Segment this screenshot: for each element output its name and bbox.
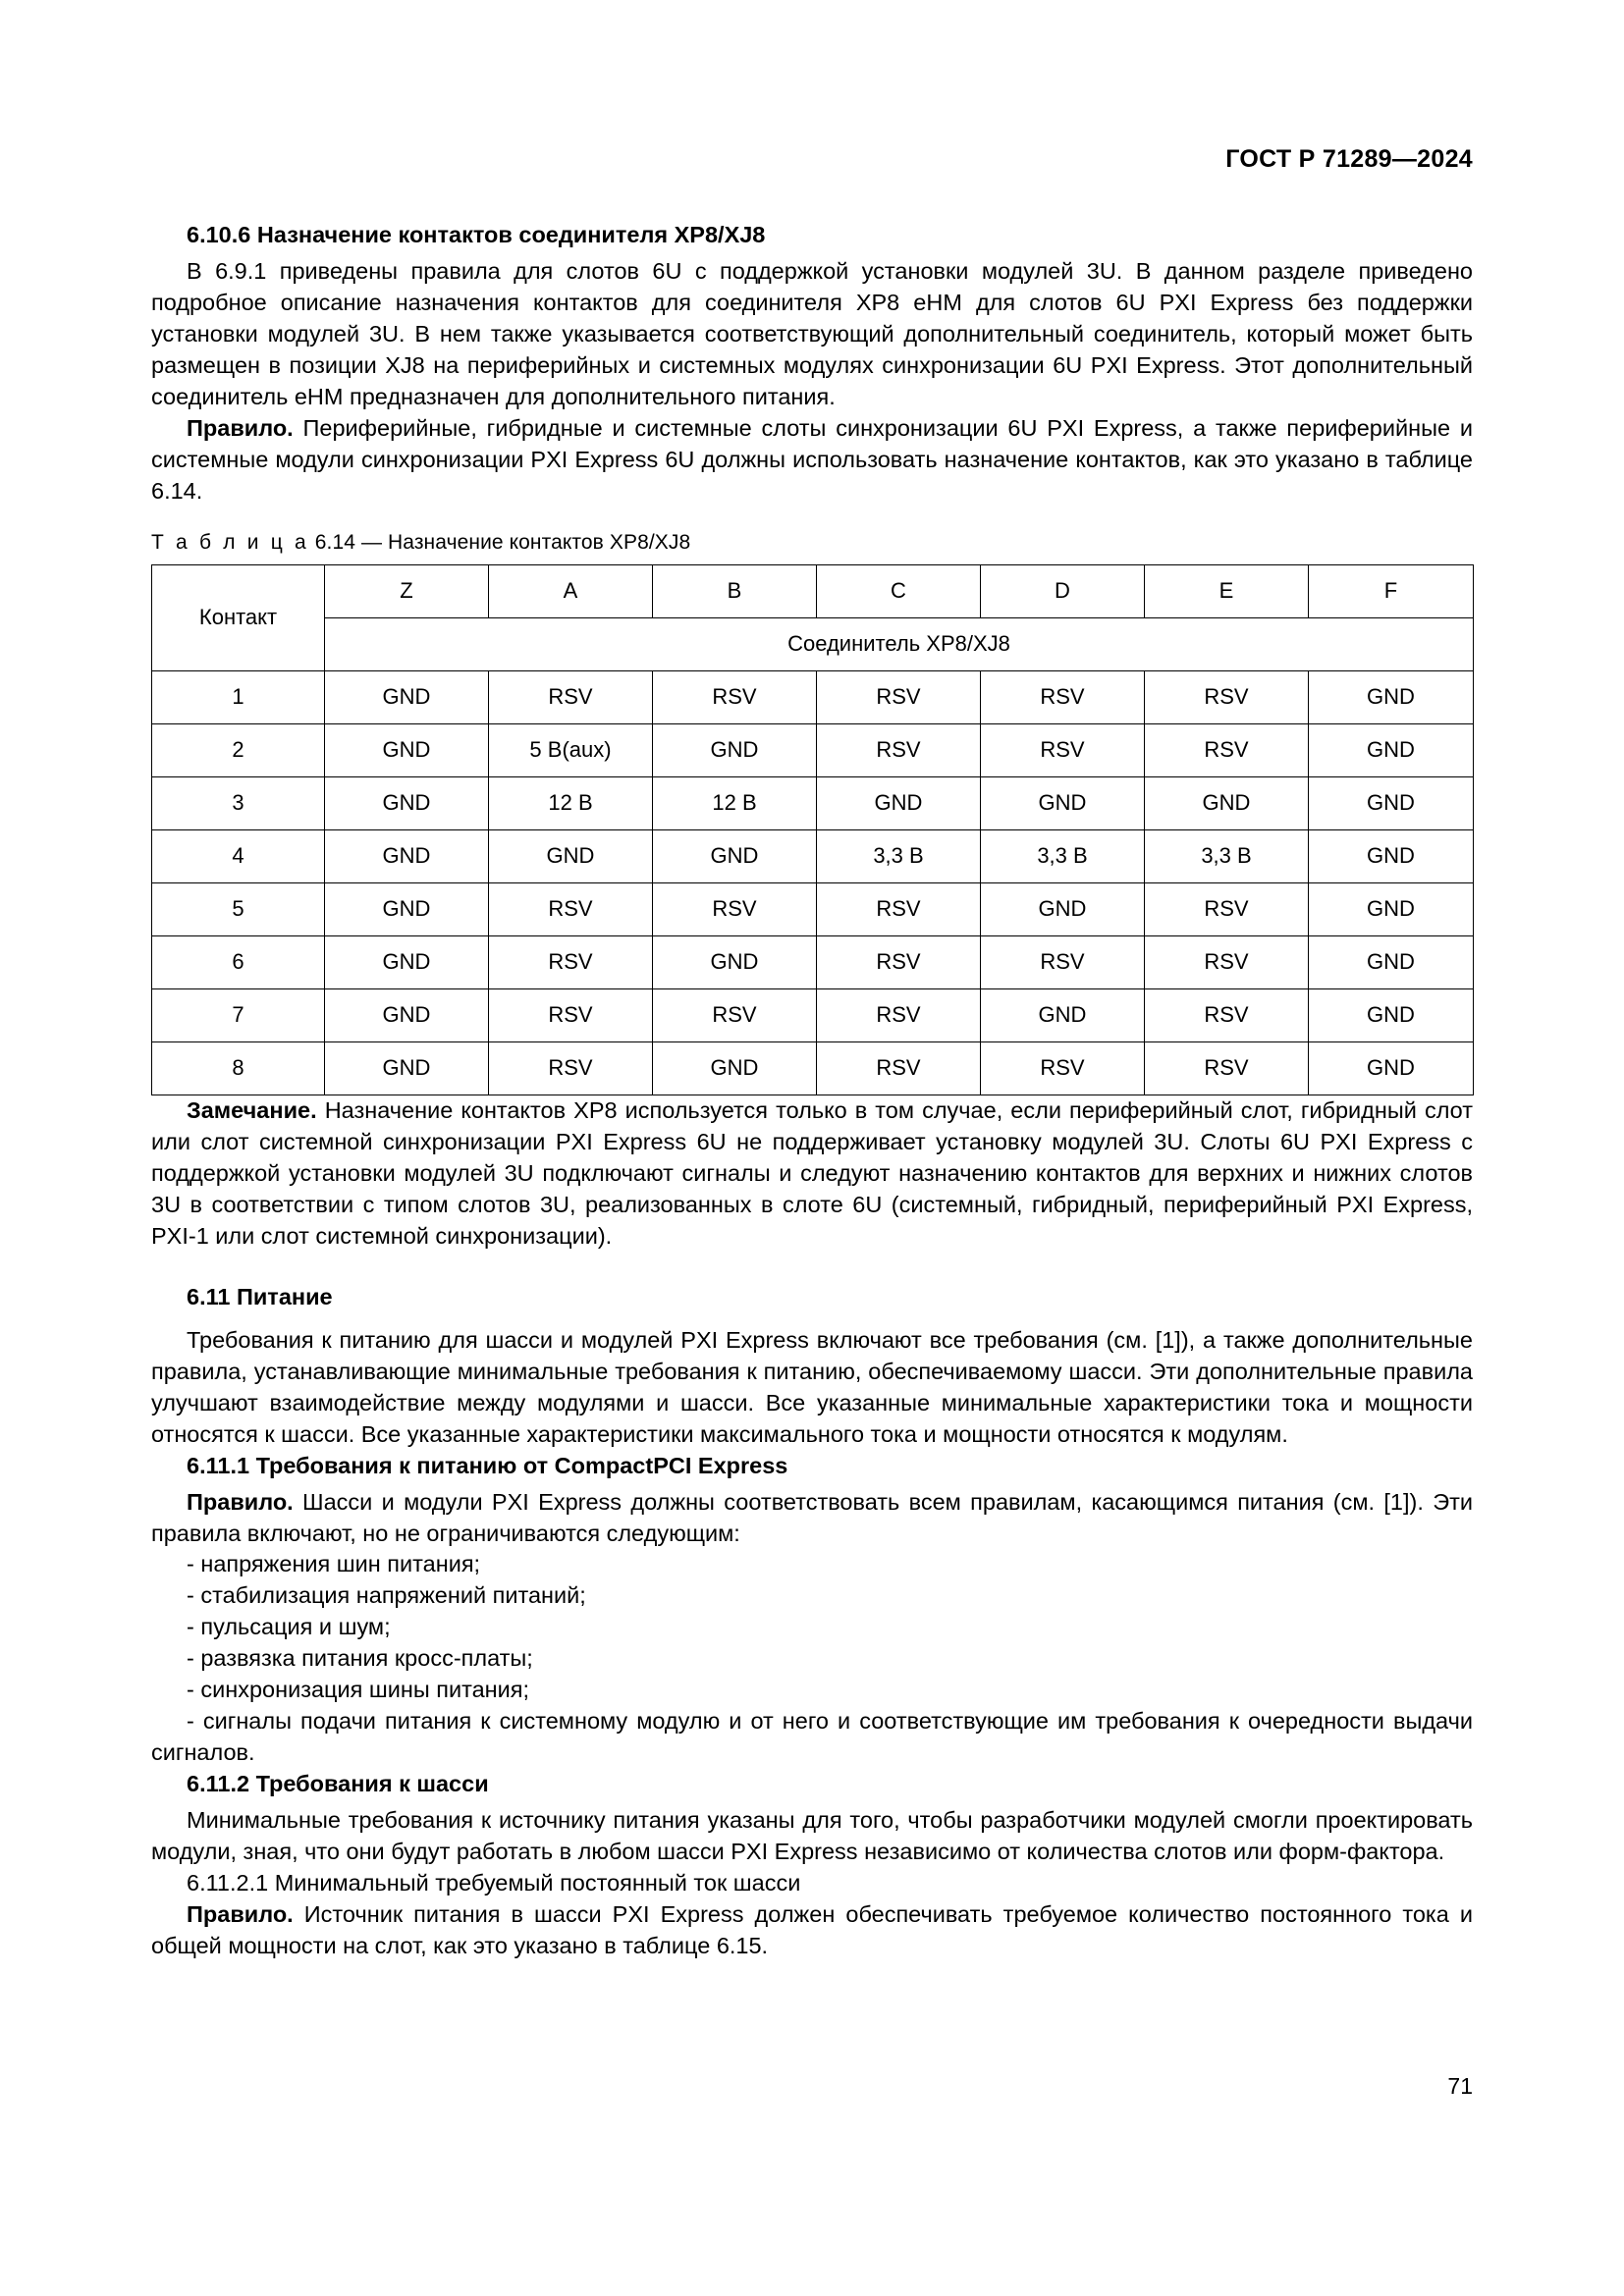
pin-number: 2 bbox=[152, 723, 325, 776]
rule-body: Периферийные, гибридные и системные слоты синхронизации 6U PXI Express, а также периферийные и системные модули синхронизации PXI Express 6U должны использовать назначение контактов, как это указано в таблице 6.14. bbox=[151, 414, 1473, 504]
table-6-14-caption bbox=[151, 529, 1473, 556]
table-header-row-columns bbox=[152, 564, 1474, 617]
pin-cell-a: RSV bbox=[489, 988, 653, 1041]
paragraph-6-10-6-note bbox=[151, 1095, 1473, 1253]
table-row bbox=[152, 1041, 1474, 1095]
pin-cell-z: GND bbox=[325, 1041, 489, 1095]
pin-cell-z: GND bbox=[325, 988, 489, 1041]
paragraph-6-10-6-rule bbox=[151, 413, 1473, 507]
paragraph-6-11-2-intro: Минимальные требования к источнику питания указаны для того, чтобы разработчики модулей смогли проектировать модули, зная, что они будут работать в любом шасси PXI Express независимо от количества слотов или форм-фактора. bbox=[151, 1807, 1473, 1865]
pin-cell-f: GND bbox=[1309, 829, 1474, 882]
pin-cell-a: RSV bbox=[489, 935, 653, 988]
pin-cell-a: 5 В(aux) bbox=[489, 723, 653, 776]
table-header-col-b: B bbox=[653, 564, 817, 617]
list-item: - напряжения шин питания; bbox=[187, 1551, 481, 1577]
pin-cell-d: GND bbox=[981, 988, 1145, 1041]
pin-cell-b: GND bbox=[653, 829, 817, 882]
pin-cell-d: GND bbox=[981, 776, 1145, 829]
pin-cell-d: GND bbox=[981, 882, 1145, 935]
table-header-col-c: C bbox=[817, 564, 981, 617]
pin-number: 3 bbox=[152, 776, 325, 829]
page-content bbox=[151, 220, 1473, 1962]
pin-cell-z: GND bbox=[325, 776, 489, 829]
rule-label: Правило. bbox=[187, 1901, 294, 1927]
table-header-col-f: F bbox=[1309, 564, 1474, 617]
pin-cell-c: RSV bbox=[817, 723, 981, 776]
heading-6-11-1: 6.11.1 Требования к питанию от CompactPCI Express bbox=[187, 1452, 788, 1478]
pin-cell-d: 3,3 В bbox=[981, 829, 1145, 882]
pin-number: 1 bbox=[152, 670, 325, 723]
pin-cell-c: 3,3 В bbox=[817, 829, 981, 882]
power-requirements-list bbox=[151, 1549, 1473, 1706]
pin-cell-e: GND bbox=[1145, 776, 1309, 829]
pin-cell-b: GND bbox=[653, 935, 817, 988]
pin-cell-e: RSV bbox=[1145, 935, 1309, 988]
list-item: - пульсация и шум; bbox=[187, 1614, 391, 1640]
pin-cell-c: RSV bbox=[817, 988, 981, 1041]
pin-number: 6 bbox=[152, 935, 325, 988]
pin-cell-a: RSV bbox=[489, 1041, 653, 1095]
pin-cell-z: GND bbox=[325, 882, 489, 935]
table-row bbox=[152, 882, 1474, 935]
heading-6-11: 6.11 Питание bbox=[187, 1283, 333, 1309]
rule-body: Источник питания в шасси PXI Express должен обеспечивать требуемое количество постоянного тока и общей мощности на слот, как это указано в таблице 6.15. bbox=[151, 1901, 1473, 1958]
pin-cell-z: GND bbox=[325, 723, 489, 776]
page-number: 71 bbox=[1447, 2073, 1473, 2099]
pin-cell-e: RSV bbox=[1145, 882, 1309, 935]
list-item: - синхронизация шины питания; bbox=[187, 1677, 530, 1703]
table-row bbox=[152, 829, 1474, 882]
pin-cell-a: GND bbox=[489, 829, 653, 882]
table-header-row-group bbox=[152, 617, 1474, 670]
rule-label: Правило. bbox=[187, 414, 294, 441]
pin-cell-b: RSV bbox=[653, 988, 817, 1041]
pin-cell-e: RSV bbox=[1145, 723, 1309, 776]
pin-cell-d: RSV bbox=[981, 1041, 1145, 1095]
pin-cell-e: RSV bbox=[1145, 988, 1309, 1041]
table-body bbox=[152, 670, 1474, 1095]
pin-cell-z: GND bbox=[325, 935, 489, 988]
table-row bbox=[152, 935, 1474, 988]
table-row bbox=[152, 988, 1474, 1041]
pin-cell-a: 12 В bbox=[489, 776, 653, 829]
table-header-connector-group: Соединитель XP8/XJ8 bbox=[325, 617, 1474, 670]
table-caption-rest: 6.14 — Назначение контактов XP8/XJ8 bbox=[308, 530, 691, 554]
table-header-contact: Контакт bbox=[152, 564, 325, 670]
pin-cell-d: RSV bbox=[981, 723, 1145, 776]
pin-cell-c: RSV bbox=[817, 935, 981, 988]
pin-cell-c: RSV bbox=[817, 882, 981, 935]
pin-cell-a: RSV bbox=[489, 882, 653, 935]
document-header-standard-number: ГОСТ Р 71289—2024 bbox=[1225, 145, 1473, 173]
paragraph-6-11-intro: Требования к питанию для шасси и модулей PXI Express включают все требования (см. [1]), а также дополнительные правила, устанавливающие минимальные требования к питанию, обеспечиваемому шасси. Эти дополнительные правила улучшают взаимодействие между модулями и шасси. Все указанные минимальные характеристики тока и мощности относятся к шасси. Все указанные характеристики максимального тока и мощности относятся к модулям. bbox=[151, 1326, 1473, 1447]
pin-cell-a: RSV bbox=[489, 670, 653, 723]
pin-cell-d: RSV bbox=[981, 935, 1145, 988]
table-header-col-d: D bbox=[981, 564, 1145, 617]
pin-cell-b: GND bbox=[653, 723, 817, 776]
table-6-14-pin-assignment bbox=[151, 564, 1474, 1095]
list-item-last-wrapped: - сигналы подачи питания к системному модулю и от него и соответствующие им требования к очередности выдачи сигналов. bbox=[151, 1708, 1473, 1766]
pin-cell-b: GND bbox=[653, 1041, 817, 1095]
pin-cell-f: GND bbox=[1309, 882, 1474, 935]
pin-cell-f: GND bbox=[1309, 935, 1474, 988]
paragraph-6-11-1-rule bbox=[151, 1487, 1473, 1550]
pin-cell-z: GND bbox=[325, 670, 489, 723]
pin-cell-b: 12 В bbox=[653, 776, 817, 829]
pin-cell-c: GND bbox=[817, 776, 981, 829]
pin-cell-f: GND bbox=[1309, 670, 1474, 723]
paragraph-6-10-6-intro: В 6.9.1 приведены правила для слотов 6U с поддержкой установки модулей 3U. В данном разделе приведено подробное описание назначения контактов для соединителя XP8 eHM для слотов 6U PXI Express без поддержки установки модулей 3U. В нем также указывается соответствующий дополнительный соединитель, который может быть размещен в позиции XJ8 на периферийных и системных модулях синхронизации 6U PXI Express. Этот дополнительный соединитель eHM предназначен для дополнительного питания. bbox=[151, 258, 1473, 409]
list-item: - стабилизация напряжений питаний; bbox=[187, 1582, 586, 1609]
pin-cell-f: GND bbox=[1309, 776, 1474, 829]
pin-cell-b: RSV bbox=[653, 670, 817, 723]
pin-cell-f: GND bbox=[1309, 1041, 1474, 1095]
pin-cell-c: RSV bbox=[817, 1041, 981, 1095]
pin-cell-b: RSV bbox=[653, 882, 817, 935]
pin-cell-e: RSV bbox=[1145, 670, 1309, 723]
note-body: Назначение контактов XP8 используется только в том случае, если периферийный слот, гибридный слот или слот системной синхронизации PXI Express 6U не поддерживает установку модулей 3U. Слоты 6U PXI Express с поддержкой установки модулей 3U подключают сигналы и следуют назначению контактов для верхних и нижних слотов 3U в соответствии с типом слотов 3U, реализованных в слоте 6U (системный, гибридный, периферийный PXI Express, PXI-1 или слот системной синхронизации). bbox=[151, 1096, 1473, 1249]
paragraph-6-11-2-1-rule bbox=[151, 1899, 1473, 1962]
pin-number: 5 bbox=[152, 882, 325, 935]
table-row bbox=[152, 776, 1474, 829]
pin-cell-c: RSV bbox=[817, 670, 981, 723]
pin-cell-f: GND bbox=[1309, 723, 1474, 776]
pin-cell-d: RSV bbox=[981, 670, 1145, 723]
table-row bbox=[152, 670, 1474, 723]
heading-6-11-2: 6.11.2 Требования к шасси bbox=[187, 1771, 489, 1797]
rule-body: Шасси и модули PXI Express должны соответствовать всем правилам, касающимся питания (см. [1]). Эти правила включают, но не ограничиваются следующим: bbox=[151, 1488, 1473, 1546]
list-item: - развязка питания кросс-платы; bbox=[187, 1645, 533, 1672]
pin-cell-f: GND bbox=[1309, 988, 1474, 1041]
table-header-col-z: Z bbox=[325, 564, 489, 617]
pin-number: 7 bbox=[152, 988, 325, 1041]
rule-label: Правило. bbox=[187, 1488, 294, 1515]
pin-number: 4 bbox=[152, 829, 325, 882]
table-header-col-e: E bbox=[1145, 564, 1309, 617]
pin-number: 8 bbox=[152, 1041, 325, 1095]
heading-6-11-2-1: 6.11.2.1 Минимальный требуемый постоянный ток шасси bbox=[187, 1870, 801, 1896]
note-label: Замечание. bbox=[187, 1096, 317, 1123]
pin-cell-e: RSV bbox=[1145, 1041, 1309, 1095]
pin-cell-e: 3,3 В bbox=[1145, 829, 1309, 882]
heading-6-10-6: 6.10.6 Назначение контактов соединителя XP8/XJ8 bbox=[187, 222, 766, 247]
table-row bbox=[152, 723, 1474, 776]
table-header-col-a: A bbox=[489, 564, 653, 617]
table-caption-prefix: Т а б л и ц а bbox=[151, 530, 309, 554]
pin-cell-z: GND bbox=[325, 829, 489, 882]
